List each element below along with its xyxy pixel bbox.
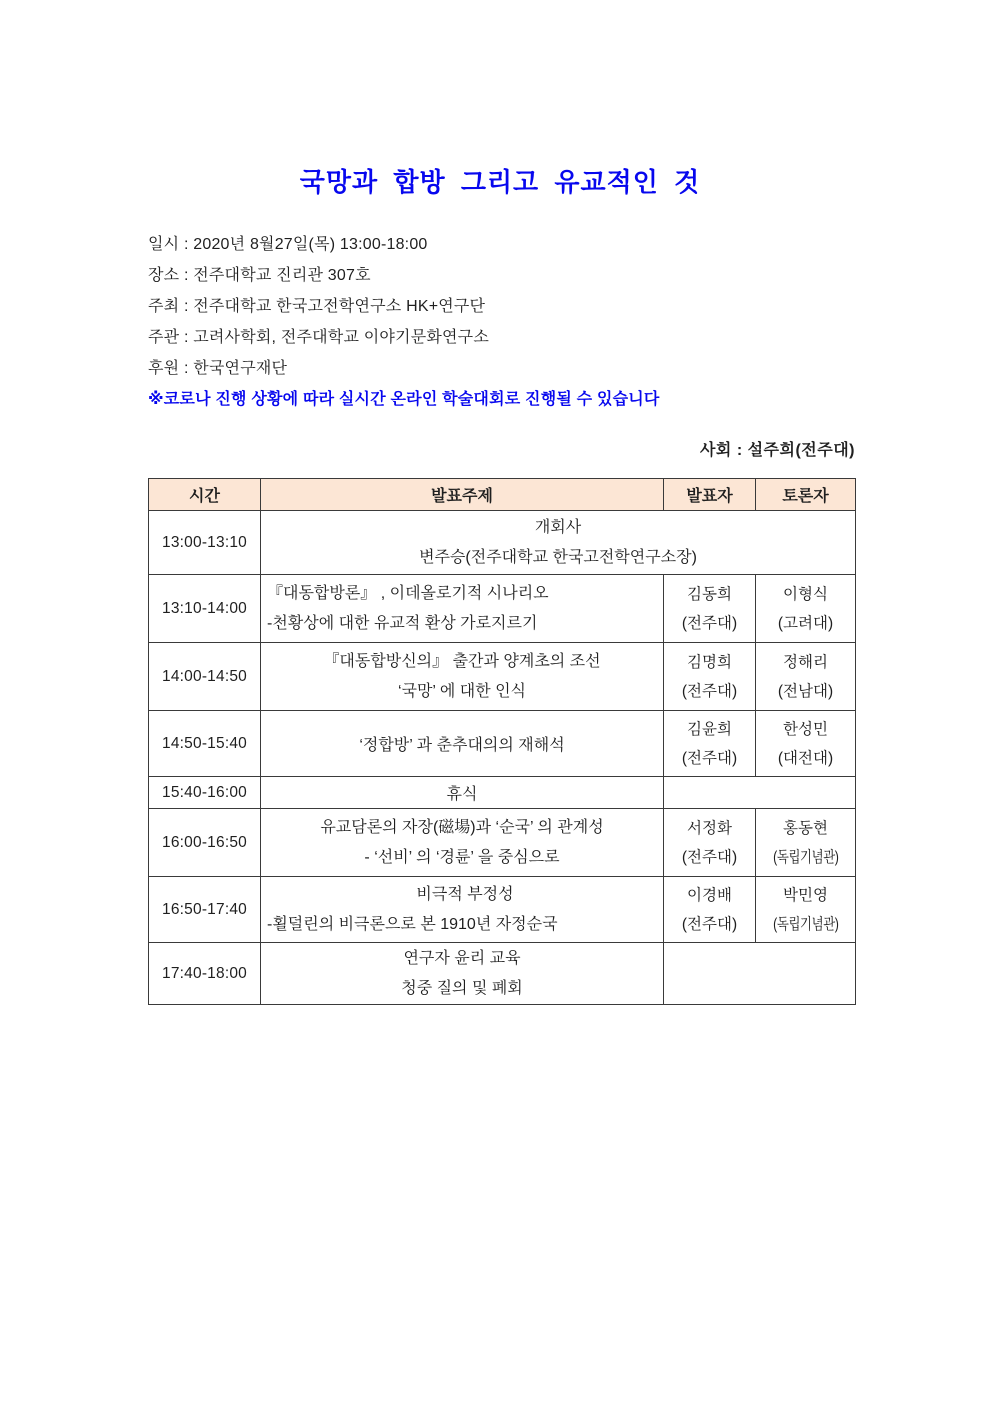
table-row: [149, 877, 856, 943]
page-title: 국망과 합방 그리고 유교적인 것: [299, 167, 701, 197]
session-time: 14:50-15:40: [149, 711, 261, 777]
presenter: 이경배 (전주대): [664, 877, 756, 943]
header-discussant: 토론자: [756, 479, 856, 511]
discussant: 이형식 (고려대): [756, 575, 856, 643]
info-line-host: 주최 : 전주대학교 한국고전학연구소 HK+연구단: [148, 298, 486, 315]
session-time: 13:10-14:00: [149, 575, 261, 643]
covid-notice: ※코로나 진행 상황에 따라 실시간 온라인 학술대회로 진행될 수 있습니다: [148, 391, 660, 408]
presenter: 김윤희 (전주대): [664, 711, 756, 777]
session-time: 17:40-18:00: [149, 943, 261, 1005]
info-line-datetime: 일시 : 2020년 8월27일(목) 13:00-18:00: [148, 236, 428, 253]
presenter: 서정화 (전주대): [664, 809, 756, 877]
discussant: 한성민 (대전대): [756, 711, 856, 777]
table-row: [149, 711, 856, 777]
moderator-line: 사회 : 설주희(전주대): [699, 442, 855, 459]
session-time: 13:00-13:10: [149, 511, 261, 575]
session-topic: 유교담론의 자장(磁場)과 ‘순국’ 의 관계성 - ‘선비’ 의 ‘경륜’ 을 중심으로: [261, 809, 664, 877]
table-row: [149, 777, 856, 809]
discussant: 정해리 (전남대): [756, 643, 856, 711]
discussant: 박민영 (독립기념관): [756, 877, 856, 943]
presenter: 김명희 (전주대): [664, 643, 756, 711]
header-topic: 발표주제: [261, 479, 664, 511]
event-info-block: [148, 229, 868, 415]
empty-cell: [664, 777, 856, 809]
info-line-organizer: 주관 : 고려사학회, 전주대학교 이야기문화연구소: [148, 329, 489, 346]
session-time: 16:00-16:50: [149, 809, 261, 877]
table-row: [149, 943, 856, 1005]
presenter: 김동희 (전주대): [664, 575, 756, 643]
header-presenter: 발표자: [664, 479, 756, 511]
session-time: 15:40-16:00: [149, 777, 261, 809]
discussant: 홍동현 (독립기념관): [756, 809, 856, 877]
session-time: 14:00-14:50: [149, 643, 261, 711]
info-line-venue: 장소 : 전주대학교 진리관 307호: [148, 267, 371, 284]
table-header-row: [149, 479, 856, 511]
schedule-table: [148, 478, 856, 1005]
header-time: 시간: [149, 479, 261, 511]
session-topic: ‘정합방’ 과 춘추대의의 재해석: [261, 711, 664, 777]
session-topic: 비극적 부정성 -횔덜린의 비극론으로 본 1910년 자정순국: [261, 877, 664, 943]
session-topic: 휴식: [261, 777, 664, 809]
table-row: [149, 809, 856, 877]
session-time: 16:50-17:40: [149, 877, 261, 943]
table-row: [149, 643, 856, 711]
info-line-sponsor: 후원 : 한국연구재단: [148, 360, 288, 377]
session-topic: 『대동합방신의』 출간과 양계초의 조선 ‘국망’ 에 대한 인식: [261, 643, 664, 711]
session-topic: 연구자 윤리 교육 청중 질의 및 폐회: [261, 943, 664, 1005]
table-row: [149, 511, 856, 575]
empty-cell: [664, 943, 856, 1005]
session-topic: 『대동합방론』 , 이데올로기적 시나리오 -천황상에 대한 유교적 환상 가로지르기: [261, 575, 664, 643]
session-topic: 개회사 변주승(전주대학교 한국고전학연구소장): [261, 511, 856, 575]
table-row: [149, 575, 856, 643]
